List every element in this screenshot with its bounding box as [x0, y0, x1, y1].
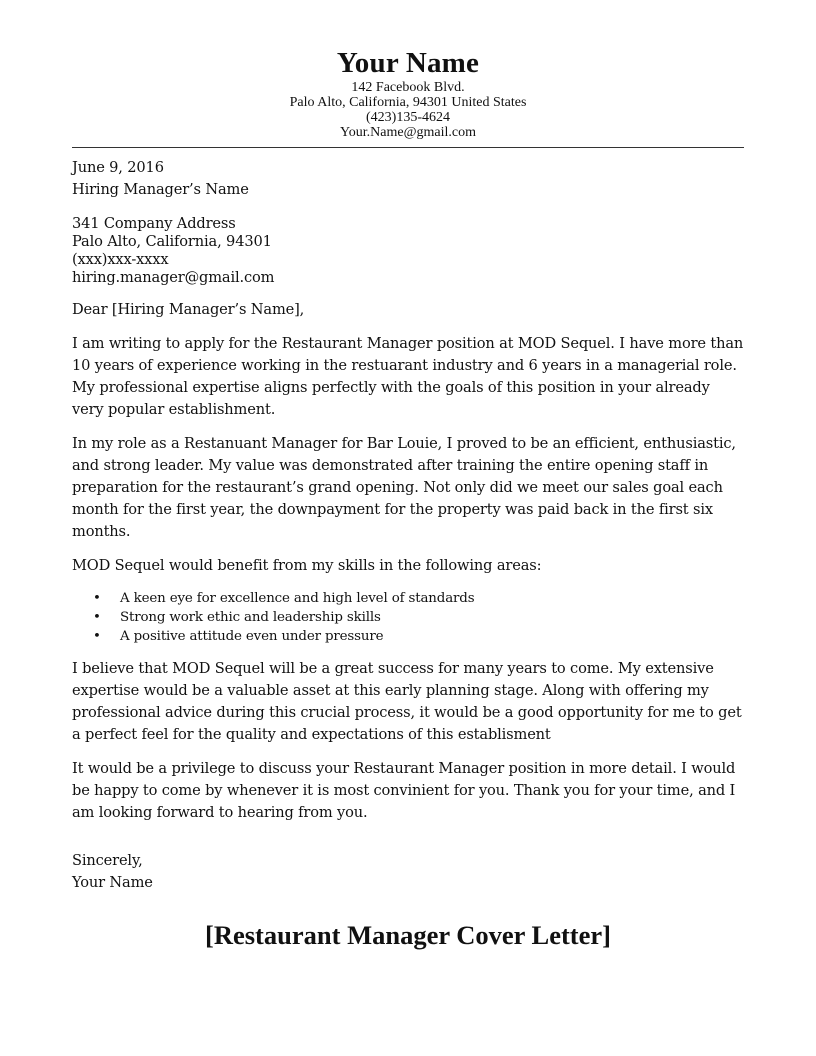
list-item	[72, 608, 744, 627]
company-email: hiring.manager@gmail.com	[72, 269, 275, 286]
company-phone: (xxx)xxx-xxxx	[72, 251, 169, 268]
skills-intro: MOD Sequel would benefit from my skills in the following areas:	[72, 557, 542, 574]
paragraph-vision: I believe that MOD Sequel will be a great success for many years to come. My extensive expertise would be a valuable asset at this early planning stage. Along with offering my professional advice during this crucial process, it would be a good opportunity for me to get a perfect feel for the quality and expectations of this establisment	[72, 660, 742, 743]
sender-name: Your Name	[336, 47, 480, 79]
paragraph-experience: In my role as a Restanuant Manager for Bar Louie, I proved to be an efficient, enthusiastic, and strong leader. My value was demonstrated after training the entire opening staff in preparation for the restaurant’s grand opening. Not only did we meet our sales goal each month for the first year, the downpayment for the property was paid back in the first six months.	[72, 435, 736, 540]
document-title: [Restaurant Manager Cover Letter]	[205, 920, 611, 950]
list-item	[72, 627, 744, 646]
letter-header	[0, 46, 816, 140]
skills-list	[72, 589, 744, 646]
signature: Your Name	[72, 874, 153, 891]
list-item	[72, 589, 744, 608]
company-city: Palo Alto, California, 94301	[72, 233, 272, 250]
bullet-icon: •	[93, 591, 101, 606]
sender-address-line1: 142 Facebook Blvd.	[351, 80, 465, 95]
sender-phone: (423)135-4624	[366, 110, 450, 125]
sender-email: Your.Name@gmail.com	[340, 125, 476, 140]
header-divider	[72, 147, 744, 148]
bullet-icon: •	[93, 629, 101, 644]
letter-date: June 9, 2016	[72, 159, 164, 176]
skill-text: Strong work ethic and leadership skills	[120, 610, 381, 625]
bullet-icon: •	[93, 610, 101, 625]
sender-address-line2: Palo Alto, California, 94301 United States	[289, 95, 527, 110]
closing: Sincerely,	[72, 852, 143, 869]
company-address: 341 Company Address	[72, 215, 236, 232]
salutation: Dear [Hiring Manager’s Name],	[72, 301, 305, 318]
paragraph-intro: I am writing to apply for the Restaurant Manager position at MOD Sequel. I have more than 10 years of experience working in the restuarant industry and 6 years in a managerial role. My professional expertise aligns perfectly with the goals of this position in your already very popular establishment.	[72, 335, 744, 418]
skill-text: A positive attitude even under pressure	[120, 629, 384, 644]
recipient-name: Hiring Manager’s Name	[72, 181, 249, 198]
skill-text: A keen eye for excellence and high level of standards	[120, 591, 475, 606]
paragraph-closing: It would be a privilege to discuss your Restaurant Manager position in more detail. I would be happy to come by whenever it is most convinient for you. Thank you for your time, and I am looking forward to hearing from you.	[72, 760, 736, 821]
letter-body	[72, 157, 744, 894]
